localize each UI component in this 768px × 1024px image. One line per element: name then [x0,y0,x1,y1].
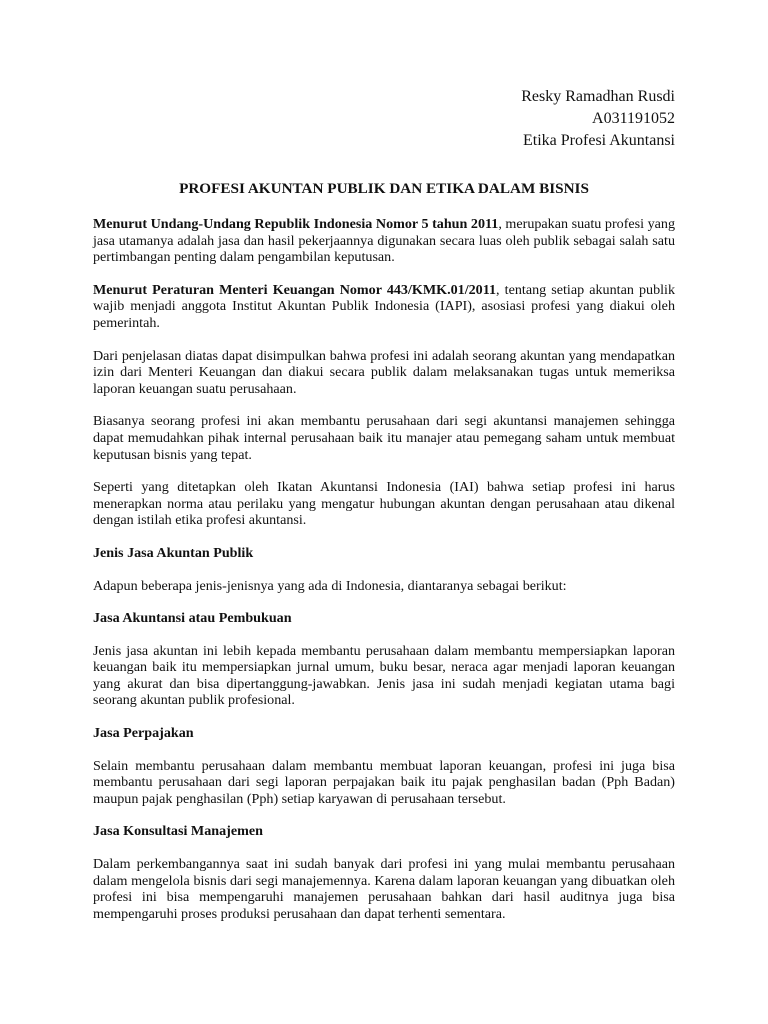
paragraph-pmk [93,282,675,332]
paragraph-pmk-bold: Menurut Peraturan Menteri Keuangan Nomor 443/KMK.01/2011 [93,281,497,298]
document-page [93,86,675,938]
document-title: PROFESI AKUNTAN PUBLIK DAN ETIKA DALAM BISNIS [179,180,589,197]
student-id: A031191052 [592,110,675,127]
heading-jasa-perpajakan: Jasa Perpajakan [93,725,194,742]
paragraph-kesimpulan: Dari penjelasan diatas dapat disimpulkan bahwa profesi ini adalah seorang akuntan yang mendapatkan izin dari Menteri Keuangan dan diakui secara publik dalam melaksanakan tugas untuk memeriksa laporan keuangan suatu perusahaan. [93,347,675,397]
paragraph-jasa-perpajakan: Selain membantu perusahaan dalam membantu membuat laporan keuangan, profesi ini juga bisa membantu perusahaan dari segi laporan perpajakan baik itu pajak penghasilan badan (Pph Badan) maupun pajak penghasilan (Pph) setiap karyawan di perusahaan tersebut. [93,757,675,807]
heading-jasa-konsultasi: Jasa Konsultasi Manajemen [93,823,263,840]
course-name: Etika Profesi Akuntansi [523,132,675,149]
heading-jasa-akuntansi: Jasa Akuntansi atau Pembukuan [93,610,292,627]
paragraph-jasa-akuntansi: Jenis jasa akuntan ini lebih kepada membantu perusahaan dalam membantu mempersiapkan laporan keuangan baik itu mempersiapkan jurnal umum, buku besar, neraca agar menjadi laporan keuangan yang akurat dan bisa dipertanggung-jawabkan. Jenis jasa ini sudah menjadi kegiatan utama bagi seorang akuntan publik profesional. [93,642,675,709]
paragraph-uu-bold: Menurut Undang-Undang Republik Indonesia Nomor 5 tahun 2011 [93,216,499,232]
paragraph-uu [93,216,675,266]
author-header [93,86,675,152]
author-name: Resky Ramadhan Rusdi [521,88,675,105]
paragraph-jasa-konsultasi: Dalam perkembangannya saat ini sudah banyak dari profesi ini yang mulai membantu perusahaan dalam mengelola bisnis dari segi manajemennya. Karena dalam laporan keuangan yang dibuatkan oleh profesi ini bisa mempengaruhi manajemen perusahaan bahkan dari hasil auditnya juga bisa mempengaruhi proses produksi perusahaan dan dapat terhenti sementara. [93,856,675,922]
paragraph-iai: Seperti yang ditetapkan oleh Ikatan Akuntansi Indonesia (IAI) bahwa setiap profesi ini harus menerapkan norma atau perilaku yang mengatur hubungan akuntan dengan perusahaan atau dikenal dengan istilah etika profesi akuntansi. [93,479,675,529]
heading-jenis-jasa: Jenis Jasa Akuntan Publik [93,544,254,561]
paragraph-uu-text: , merupakan suatu profesi yang jasa utamanya adalah jasa dan hasil pekerjaannya digunakan secara luas oleh publik sebagai salah satu pertimbangan penting dalam pengambilan keputusan. [93,216,675,266]
paragraph-jenis-intro: Adapun beberapa jenis-jenisnya yang ada di Indonesia, diantaranya sebagai berikut: [93,577,567,594]
paragraph-pmk-text: , tentang setiap akuntan publik wajib menjadi anggota Institut Akuntan Publik Indonesia (IAPI), asosiasi profesi yang diakui oleh pemerintah. [93,281,676,331]
paragraph-manajemen: Biasanya seorang profesi ini akan membantu perusahaan dari segi akuntansi manajemen sehingga dapat memudahkan pihak internal perusahaan baik itu manajer atau pemegang saham untuk membuat keputusan bisnis yang tepat. [93,413,675,463]
